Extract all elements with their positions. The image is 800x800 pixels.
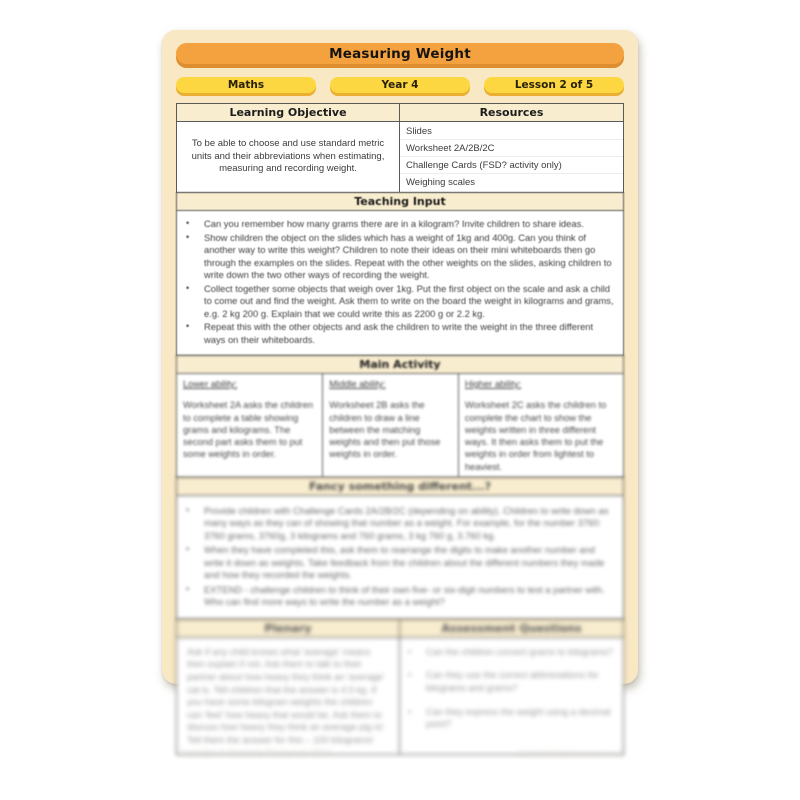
resource-item: Weighing scales bbox=[406, 177, 476, 188]
higher-ability-cell bbox=[459, 374, 623, 477]
bullet-item: • Provide children with Challenge Cards 2A/2B/2C (depending on ability). Children to write down as many ways as they can of showing that number as a weight. For example, for the number 3760: 3760 grams, 3760g, 3 kilograms and 760 grams, 3 kg 760 g, 3.760 kg. bbox=[177, 505, 615, 543]
main-activity-section bbox=[176, 355, 624, 478]
bullet-item: • Show children the object on the slides which has a weight of 1kg and 400g. Can you think of another way to write this weight? Children to note their ideas on their mini whiteboards then go through the examples on the slides. Repeat with the other weights on the slides, asking children to write down the two other ways of recording the weight. bbox=[177, 232, 615, 282]
footer-website: www.teachingresources.co.uk bbox=[518, 749, 624, 758]
higher-ability-title: Higher ability: bbox=[464, 379, 522, 389]
bullet-item: • Repeat this with the other objects and ask the children to write the weight in the three different ways on their whiteboards. bbox=[177, 321, 615, 346]
year-label: Year 4 bbox=[381, 79, 419, 91]
subject-label: Maths bbox=[227, 79, 265, 91]
lower-ability-title: Lower ability: bbox=[183, 379, 238, 389]
middle-ability-title: Middle ability: bbox=[329, 379, 386, 389]
teaching-input-bullet-list bbox=[177, 211, 623, 355]
year-pill bbox=[330, 77, 470, 93]
lower-ability-cell bbox=[177, 374, 323, 477]
lower-ability-text: Worksheet 2A asks the children to complete a table showing grams and kilograms. The second part asks them to put some weights in order. bbox=[183, 400, 314, 460]
bullet-item: • Collect together some objects that weigh over 1kg. Put the first object on the scale and ask a child to come out and find the weight. Ask them to write on the board the weight in kilograms and grams, e.g. 2 kg 200 g. Explain that we could write this as 2200 g or 2.2 kg. bbox=[177, 283, 615, 321]
resource-item: Slides bbox=[400, 123, 623, 140]
lesson-plan-card bbox=[162, 30, 638, 745]
meta-pill-row bbox=[176, 77, 624, 93]
fancy-bullet-list bbox=[177, 496, 623, 619]
teaching-input-body bbox=[177, 211, 623, 355]
assessment-questions-header: Assessment Questions bbox=[400, 620, 623, 638]
lesson-number-pill bbox=[484, 77, 624, 93]
middle-ability-text: Worksheet 2B asks the children to draw a line between the matching weights and then put those weights in order. bbox=[329, 400, 441, 460]
assessment-question: • Can they use the correct abbreviations for kilograms and grams? bbox=[400, 669, 617, 694]
assessment-questions-list bbox=[400, 638, 623, 754]
plenary-text: Ask if any child knows what 'average' means then explain if not. Ask them to talk to their partner about how heavy they think an 'average' cat is. Tell children that the answer is 4.5 kg. If you have some kilogram weights the children can 'feel' how heavy that would be. Ask them to discuss how heavy they think an average pig is! Tell them the answer for this – 100 kilograms! bbox=[177, 638, 400, 754]
assessment-question: • Can they express the weight using a decimal point? bbox=[400, 706, 617, 731]
bullet-item: • EXTEND - challenge children to think of their own five- or six-digit numbers to test a partner with. Who can find more ways to write the number as a weight? bbox=[177, 584, 615, 609]
bullet-item: • Can you remember how many grams there are in a kilogram? Invite children to share ideas. bbox=[177, 218, 615, 231]
fancy-body bbox=[177, 496, 623, 619]
footer-copyright: Copyright © Teaching Resources 2014 bbox=[178, 747, 331, 757]
assessment-question: • Can the children convert grams to kilograms? bbox=[400, 646, 617, 659]
middle-ability-cell bbox=[323, 374, 459, 477]
learning-objective-header: Learning Objective bbox=[177, 104, 400, 122]
learning-objective-text: To be able to choose and use standard metric units and their abbreviations when estimating, measuring and recording weight. bbox=[177, 122, 400, 192]
bullet-item: • When they have completed this, ask them to rearrange the digits to make another number and write it down as weights. Take feedback from the children about the different numbers they made and how they recorded the weights. bbox=[177, 544, 615, 582]
main-activity-header: Main Activity bbox=[177, 356, 623, 374]
plenary-assessment-section bbox=[176, 619, 624, 755]
page-title: Measuring Weight bbox=[329, 45, 471, 62]
resource-item: Challenge Cards (FSD? activity only) bbox=[400, 157, 623, 174]
resource-item: Worksheet 2A/2B/2C bbox=[400, 140, 623, 157]
objective-resources-section bbox=[176, 103, 624, 193]
higher-ability-text: Worksheet 2C asks the children to complete the chart to show the weights written in three different ways. It then asks them to put the weights in order from lightest to heaviest. bbox=[464, 400, 607, 472]
main-activity-columns bbox=[177, 374, 623, 477]
fancy-something-different-section bbox=[176, 477, 624, 620]
lesson-number-label: Lesson 2 of 5 bbox=[514, 79, 594, 91]
plenary-header: Plenary bbox=[177, 620, 400, 638]
resources-header: Resources bbox=[400, 104, 623, 122]
fancy-something-different-header: Fancy something different...? bbox=[177, 478, 623, 496]
teaching-input-section bbox=[176, 192, 624, 356]
teaching-input-header: Teaching Input bbox=[177, 193, 623, 211]
lesson-title-banner bbox=[176, 43, 624, 64]
subject-pill bbox=[176, 77, 316, 93]
resources-list bbox=[400, 122, 623, 192]
